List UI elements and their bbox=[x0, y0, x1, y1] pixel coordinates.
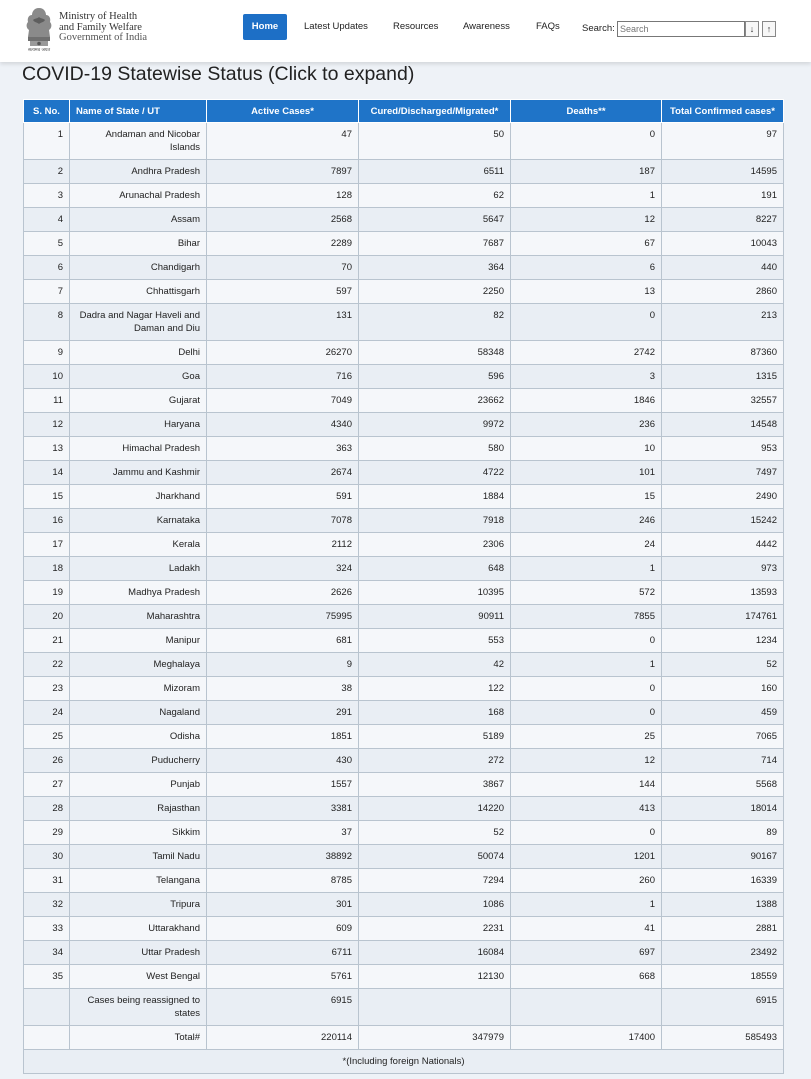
cell-cured: 272 bbox=[359, 749, 511, 773]
cell-deaths: 7855 bbox=[511, 605, 662, 629]
cell-active: 324 bbox=[207, 557, 359, 581]
cell-total: 7065 bbox=[662, 725, 784, 749]
nav-latest-updates[interactable]: Latest Updates bbox=[304, 21, 368, 32]
cell-sno: 18 bbox=[24, 557, 70, 581]
cell-active: 716 bbox=[207, 365, 359, 389]
cell-cured: 50074 bbox=[359, 845, 511, 869]
table-row[interactable] bbox=[24, 437, 784, 461]
cell-state: Delhi bbox=[70, 341, 207, 365]
cell-active: 430 bbox=[207, 749, 359, 773]
cell-sno: 7 bbox=[24, 280, 70, 304]
search-input[interactable] bbox=[617, 21, 745, 37]
cell-deaths: 236 bbox=[511, 413, 662, 437]
cell-deaths: 697 bbox=[511, 941, 662, 965]
cell-sno: 26 bbox=[24, 749, 70, 773]
cell-total: 97 bbox=[662, 123, 784, 160]
cell-cured: 9972 bbox=[359, 413, 511, 437]
table-row[interactable] bbox=[24, 653, 784, 677]
cell-active: 681 bbox=[207, 629, 359, 653]
cell-cured: 7294 bbox=[359, 869, 511, 893]
cell-cured: 62 bbox=[359, 184, 511, 208]
cell-deaths: 41 bbox=[511, 917, 662, 941]
cell-active: 6915 bbox=[207, 989, 359, 1026]
cell-state: Jharkhand bbox=[70, 485, 207, 509]
cell-state: Tamil Nadu bbox=[70, 845, 207, 869]
cell-total: 953 bbox=[662, 437, 784, 461]
cell-deaths: 1201 bbox=[511, 845, 662, 869]
cell-cured: 90911 bbox=[359, 605, 511, 629]
cell-sno: 30 bbox=[24, 845, 70, 869]
table-row[interactable] bbox=[24, 989, 784, 1026]
cell-deaths: 15 bbox=[511, 485, 662, 509]
cell-total: 90167 bbox=[662, 845, 784, 869]
cell-state: Cases being reassigned to states bbox=[70, 989, 207, 1026]
cell-total: 18014 bbox=[662, 797, 784, 821]
cell-sno: 25 bbox=[24, 725, 70, 749]
cell-sno: 23 bbox=[24, 677, 70, 701]
cell-active: 7897 bbox=[207, 160, 359, 184]
footnote-text: *(Including foreign Nationals) bbox=[24, 1050, 784, 1074]
cell-sno: 8 bbox=[24, 304, 70, 341]
cell-active: 3381 bbox=[207, 797, 359, 821]
cell-sno: 2 bbox=[24, 160, 70, 184]
cell-sno: 24 bbox=[24, 701, 70, 725]
cell-sno bbox=[24, 989, 70, 1026]
cell-state: Tripura bbox=[70, 893, 207, 917]
cell-cured: 2250 bbox=[359, 280, 511, 304]
cell-active: 5761 bbox=[207, 965, 359, 989]
cell-deaths: 24 bbox=[511, 533, 662, 557]
cell-active: 131 bbox=[207, 304, 359, 341]
cell-total: 174761 bbox=[662, 605, 784, 629]
cell-total: 89 bbox=[662, 821, 784, 845]
table-row[interactable] bbox=[24, 232, 784, 256]
cell-deaths: 0 bbox=[511, 123, 662, 160]
cell-active: 609 bbox=[207, 917, 359, 941]
header-active: Active Cases* bbox=[207, 100, 359, 123]
cell-active: 37 bbox=[207, 821, 359, 845]
cell-cured: 5189 bbox=[359, 725, 511, 749]
cell-deaths: 6 bbox=[511, 256, 662, 280]
cell-sno: 13 bbox=[24, 437, 70, 461]
cell-sno: 12 bbox=[24, 413, 70, 437]
cell-cured: 5647 bbox=[359, 208, 511, 232]
cell-state: Kerala bbox=[70, 533, 207, 557]
cell-state: Andhra Pradesh bbox=[70, 160, 207, 184]
cell-total: 213 bbox=[662, 304, 784, 341]
cell-state: West Bengal bbox=[70, 965, 207, 989]
table-row[interactable] bbox=[24, 869, 784, 893]
cell-state: Puducherry bbox=[70, 749, 207, 773]
cell-active: 591 bbox=[207, 485, 359, 509]
table-header-row bbox=[24, 100, 784, 123]
cell-total: 2860 bbox=[662, 280, 784, 304]
cell-sno: 14 bbox=[24, 461, 70, 485]
header-deaths: Deaths** bbox=[511, 100, 662, 123]
cell-state: Madhya Pradesh bbox=[70, 581, 207, 605]
cell-deaths: 3 bbox=[511, 365, 662, 389]
table-row[interactable] bbox=[24, 965, 784, 989]
cell-deaths: 0 bbox=[511, 821, 662, 845]
cell-sno: 22 bbox=[24, 653, 70, 677]
table-row[interactable] bbox=[24, 845, 784, 869]
cell-deaths: 413 bbox=[511, 797, 662, 821]
cell-total: 14548 bbox=[662, 413, 784, 437]
cell-sno: 17 bbox=[24, 533, 70, 557]
header-cured: Cured/Discharged/Migrated* bbox=[359, 100, 511, 123]
cell-total: 52 bbox=[662, 653, 784, 677]
cell-total: 15242 bbox=[662, 509, 784, 533]
cell-active: 2626 bbox=[207, 581, 359, 605]
cell-sno: 33 bbox=[24, 917, 70, 941]
cell-active: 75995 bbox=[207, 605, 359, 629]
cell-state: Chhattisgarh bbox=[70, 280, 207, 304]
cell-cured: 580 bbox=[359, 437, 511, 461]
cell-sno: 27 bbox=[24, 773, 70, 797]
cell-state: Gujarat bbox=[70, 389, 207, 413]
cell-active: 291 bbox=[207, 701, 359, 725]
cell-cured: 52 bbox=[359, 821, 511, 845]
cell-sno: 32 bbox=[24, 893, 70, 917]
cell-deaths: 668 bbox=[511, 965, 662, 989]
cell-state: Bihar bbox=[70, 232, 207, 256]
table-row[interactable] bbox=[24, 557, 784, 581]
cell-sno: 35 bbox=[24, 965, 70, 989]
cell-deaths: 25 bbox=[511, 725, 662, 749]
cell-total: 459 bbox=[662, 701, 784, 725]
cell-cured: 122 bbox=[359, 677, 511, 701]
cell-cured: 16084 bbox=[359, 941, 511, 965]
cell-total: 16339 bbox=[662, 869, 784, 893]
nav-awareness[interactable]: Awareness bbox=[463, 21, 510, 32]
cell-state: Telangana bbox=[70, 869, 207, 893]
cell-sno: 21 bbox=[24, 629, 70, 653]
table-row[interactable] bbox=[24, 184, 784, 208]
search-up-button[interactable]: ↑ bbox=[762, 21, 776, 37]
nav-resources[interactable]: Resources bbox=[393, 21, 439, 32]
cell-active: 2289 bbox=[207, 232, 359, 256]
cell-state: Karnataka bbox=[70, 509, 207, 533]
cell-active: 4340 bbox=[207, 413, 359, 437]
cell-total: 973 bbox=[662, 557, 784, 581]
cell-cured: 14220 bbox=[359, 797, 511, 821]
table-row[interactable] bbox=[24, 123, 784, 160]
cell-cured: 2306 bbox=[359, 533, 511, 557]
cell-state: Maharashtra bbox=[70, 605, 207, 629]
cell-deaths: 12 bbox=[511, 208, 662, 232]
table-row[interactable] bbox=[24, 280, 784, 304]
cell-total: 585493 bbox=[662, 1026, 784, 1050]
table-row[interactable] bbox=[24, 821, 784, 845]
search-label: Search: bbox=[582, 23, 615, 34]
cell-state: Chandigarh bbox=[70, 256, 207, 280]
cell-sno: 10 bbox=[24, 365, 70, 389]
cell-active: 6711 bbox=[207, 941, 359, 965]
cell-active: 7049 bbox=[207, 389, 359, 413]
cell-state: Uttar Pradesh bbox=[70, 941, 207, 965]
header-state: Name of State / UT bbox=[70, 100, 207, 123]
cell-deaths bbox=[511, 989, 662, 1026]
cell-sno bbox=[24, 1026, 70, 1050]
nav-home[interactable]: Home bbox=[243, 14, 287, 40]
cell-active: 38 bbox=[207, 677, 359, 701]
cell-cured: 553 bbox=[359, 629, 511, 653]
cell-cured: 7918 bbox=[359, 509, 511, 533]
cell-active: 128 bbox=[207, 184, 359, 208]
table-row[interactable] bbox=[24, 701, 784, 725]
cell-deaths: 0 bbox=[511, 677, 662, 701]
cell-active: 597 bbox=[207, 280, 359, 304]
cell-deaths: 572 bbox=[511, 581, 662, 605]
cell-state: Sikkim bbox=[70, 821, 207, 845]
cell-cured: 10395 bbox=[359, 581, 511, 605]
cell-deaths: 101 bbox=[511, 461, 662, 485]
cell-active: 47 bbox=[207, 123, 359, 160]
table-row[interactable] bbox=[24, 509, 784, 533]
table-row[interactable] bbox=[24, 893, 784, 917]
cell-sno: 34 bbox=[24, 941, 70, 965]
header-sno: S. No. bbox=[24, 100, 70, 123]
cell-active: 1851 bbox=[207, 725, 359, 749]
table-row[interactable] bbox=[24, 797, 784, 821]
cell-cured: 1086 bbox=[359, 893, 511, 917]
cell-active: 2112 bbox=[207, 533, 359, 557]
cell-active: 2568 bbox=[207, 208, 359, 232]
cell-cured: 168 bbox=[359, 701, 511, 725]
state-status-table bbox=[23, 99, 784, 1074]
cell-total: 1388 bbox=[662, 893, 784, 917]
cell-active: 1557 bbox=[207, 773, 359, 797]
cell-state: Haryana bbox=[70, 413, 207, 437]
cell-cured: 648 bbox=[359, 557, 511, 581]
cell-total: 14595 bbox=[662, 160, 784, 184]
ministry-name bbox=[59, 12, 147, 44]
cell-active: 8785 bbox=[207, 869, 359, 893]
cell-total: 2881 bbox=[662, 917, 784, 941]
table-row[interactable] bbox=[24, 485, 784, 509]
cell-deaths: 0 bbox=[511, 701, 662, 725]
cell-deaths: 187 bbox=[511, 160, 662, 184]
cell-cured: 2231 bbox=[359, 917, 511, 941]
cell-cured: 50 bbox=[359, 123, 511, 160]
cell-deaths: 260 bbox=[511, 869, 662, 893]
cell-deaths: 17400 bbox=[511, 1026, 662, 1050]
cell-state: Uttarakhand bbox=[70, 917, 207, 941]
cell-cured: 3867 bbox=[359, 773, 511, 797]
cell-cured: 23662 bbox=[359, 389, 511, 413]
cell-deaths: 67 bbox=[511, 232, 662, 256]
table-row[interactable] bbox=[24, 533, 784, 557]
ministry-line-3: Government of India bbox=[59, 32, 148, 43]
ministry-line-2: and Family Welfare bbox=[59, 21, 142, 33]
cell-cured: 4722 bbox=[359, 461, 511, 485]
cell-sno: 1 bbox=[24, 123, 70, 160]
cell-active: 70 bbox=[207, 256, 359, 280]
cell-active: 2674 bbox=[207, 461, 359, 485]
cell-total: 18559 bbox=[662, 965, 784, 989]
cell-state: Nagaland bbox=[70, 701, 207, 725]
cell-deaths: 1 bbox=[511, 653, 662, 677]
cell-active: 9 bbox=[207, 653, 359, 677]
cell-total: 87360 bbox=[662, 341, 784, 365]
cell-total: 4442 bbox=[662, 533, 784, 557]
cell-state: Dadra and Nagar Haveli and Daman and Diu bbox=[70, 304, 207, 341]
cell-sno: 28 bbox=[24, 797, 70, 821]
cell-active: 7078 bbox=[207, 509, 359, 533]
cell-active: 38892 bbox=[207, 845, 359, 869]
cell-total: 23492 bbox=[662, 941, 784, 965]
table-row[interactable] bbox=[24, 413, 784, 437]
cell-cured: 364 bbox=[359, 256, 511, 280]
table-row[interactable] bbox=[24, 677, 784, 701]
table-row[interactable] bbox=[24, 941, 784, 965]
cell-total: 6915 bbox=[662, 989, 784, 1026]
footnote-row bbox=[24, 1050, 784, 1074]
cell-cured: 1884 bbox=[359, 485, 511, 509]
table-row[interactable] bbox=[24, 365, 784, 389]
cell-deaths: 12 bbox=[511, 749, 662, 773]
page-title[interactable]: COVID-19 Statewise Status (Click to expand) bbox=[22, 63, 415, 85]
cell-cured bbox=[359, 989, 511, 1026]
table-row[interactable] bbox=[24, 461, 784, 485]
cell-total: 1234 bbox=[662, 629, 784, 653]
cell-deaths: 0 bbox=[511, 304, 662, 341]
cell-deaths: 1846 bbox=[511, 389, 662, 413]
cell-sno: 11 bbox=[24, 389, 70, 413]
cell-total: 10043 bbox=[662, 232, 784, 256]
cell-state: Ladakh bbox=[70, 557, 207, 581]
cell-sno: 4 bbox=[24, 208, 70, 232]
cell-state: Meghalaya bbox=[70, 653, 207, 677]
cell-total: 7497 bbox=[662, 461, 784, 485]
cell-state: Arunachal Pradesh bbox=[70, 184, 207, 208]
cell-sno: 31 bbox=[24, 869, 70, 893]
cell-cured: 12130 bbox=[359, 965, 511, 989]
table-row[interactable] bbox=[24, 629, 784, 653]
cell-state: Manipur bbox=[70, 629, 207, 653]
table-row[interactable] bbox=[24, 725, 784, 749]
emblem-caption: सत्यमेव जयते bbox=[27, 48, 51, 53]
ministry-line-1: Ministry of Health bbox=[59, 11, 138, 22]
cell-sno: 20 bbox=[24, 605, 70, 629]
cell-sno: 6 bbox=[24, 256, 70, 280]
cell-active: 301 bbox=[207, 893, 359, 917]
table-row[interactable] bbox=[24, 749, 784, 773]
cell-deaths: 0 bbox=[511, 629, 662, 653]
table-row[interactable] bbox=[24, 605, 784, 629]
cell-cured: 6511 bbox=[359, 160, 511, 184]
cell-total: 160 bbox=[662, 677, 784, 701]
cell-total: 13593 bbox=[662, 581, 784, 605]
table-row[interactable] bbox=[24, 917, 784, 941]
cell-total: 714 bbox=[662, 749, 784, 773]
cell-total: 2490 bbox=[662, 485, 784, 509]
cell-state: Punjab bbox=[70, 773, 207, 797]
cell-state: Jammu and Kashmir bbox=[70, 461, 207, 485]
table-row[interactable] bbox=[24, 1026, 784, 1050]
cell-state: Mizoram bbox=[70, 677, 207, 701]
cell-deaths: 10 bbox=[511, 437, 662, 461]
table-row[interactable] bbox=[24, 208, 784, 232]
cell-sno: 3 bbox=[24, 184, 70, 208]
cell-cured: 596 bbox=[359, 365, 511, 389]
table-row[interactable] bbox=[24, 341, 784, 365]
cell-state: Odisha bbox=[70, 725, 207, 749]
table-row[interactable] bbox=[24, 389, 784, 413]
cell-state: Goa bbox=[70, 365, 207, 389]
cell-total: 8227 bbox=[662, 208, 784, 232]
cell-deaths: 13 bbox=[511, 280, 662, 304]
cell-cured: 42 bbox=[359, 653, 511, 677]
cell-deaths: 1 bbox=[511, 557, 662, 581]
cell-active: 220114 bbox=[207, 1026, 359, 1050]
cell-cured: 347979 bbox=[359, 1026, 511, 1050]
nav-faqs[interactable]: FAQs bbox=[536, 21, 560, 32]
header-total: Total Confirmed cases* bbox=[662, 100, 784, 123]
cell-state: Andaman and Nicobar Islands bbox=[70, 123, 207, 160]
table-row[interactable] bbox=[24, 304, 784, 341]
cell-sno: 29 bbox=[24, 821, 70, 845]
cell-sno: 16 bbox=[24, 509, 70, 533]
cell-state: Assam bbox=[70, 208, 207, 232]
cell-active: 26270 bbox=[207, 341, 359, 365]
cell-total: 1315 bbox=[662, 365, 784, 389]
cell-sno: 15 bbox=[24, 485, 70, 509]
cell-sno: 9 bbox=[24, 341, 70, 365]
cell-active: 363 bbox=[207, 437, 359, 461]
cell-cured: 7687 bbox=[359, 232, 511, 256]
table-row[interactable] bbox=[24, 256, 784, 280]
table-row[interactable] bbox=[24, 160, 784, 184]
table-row[interactable] bbox=[24, 773, 784, 797]
top-header bbox=[0, 0, 811, 62]
cell-state: Total# bbox=[70, 1026, 207, 1050]
cell-sno: 5 bbox=[24, 232, 70, 256]
table-row[interactable] bbox=[24, 581, 784, 605]
cell-deaths: 144 bbox=[511, 773, 662, 797]
cell-cured: 58348 bbox=[359, 341, 511, 365]
cell-sno: 19 bbox=[24, 581, 70, 605]
cell-deaths: 1 bbox=[511, 184, 662, 208]
cell-total: 191 bbox=[662, 184, 784, 208]
cell-deaths: 2742 bbox=[511, 341, 662, 365]
cell-total: 440 bbox=[662, 256, 784, 280]
cell-state: Himachal Pradesh bbox=[70, 437, 207, 461]
cell-deaths: 1 bbox=[511, 893, 662, 917]
cell-state: Rajasthan bbox=[70, 797, 207, 821]
cell-cured: 82 bbox=[359, 304, 511, 341]
search-down-button[interactable]: ↓ bbox=[745, 21, 759, 37]
cell-deaths: 246 bbox=[511, 509, 662, 533]
cell-total: 32557 bbox=[662, 389, 784, 413]
cell-total: 5568 bbox=[662, 773, 784, 797]
